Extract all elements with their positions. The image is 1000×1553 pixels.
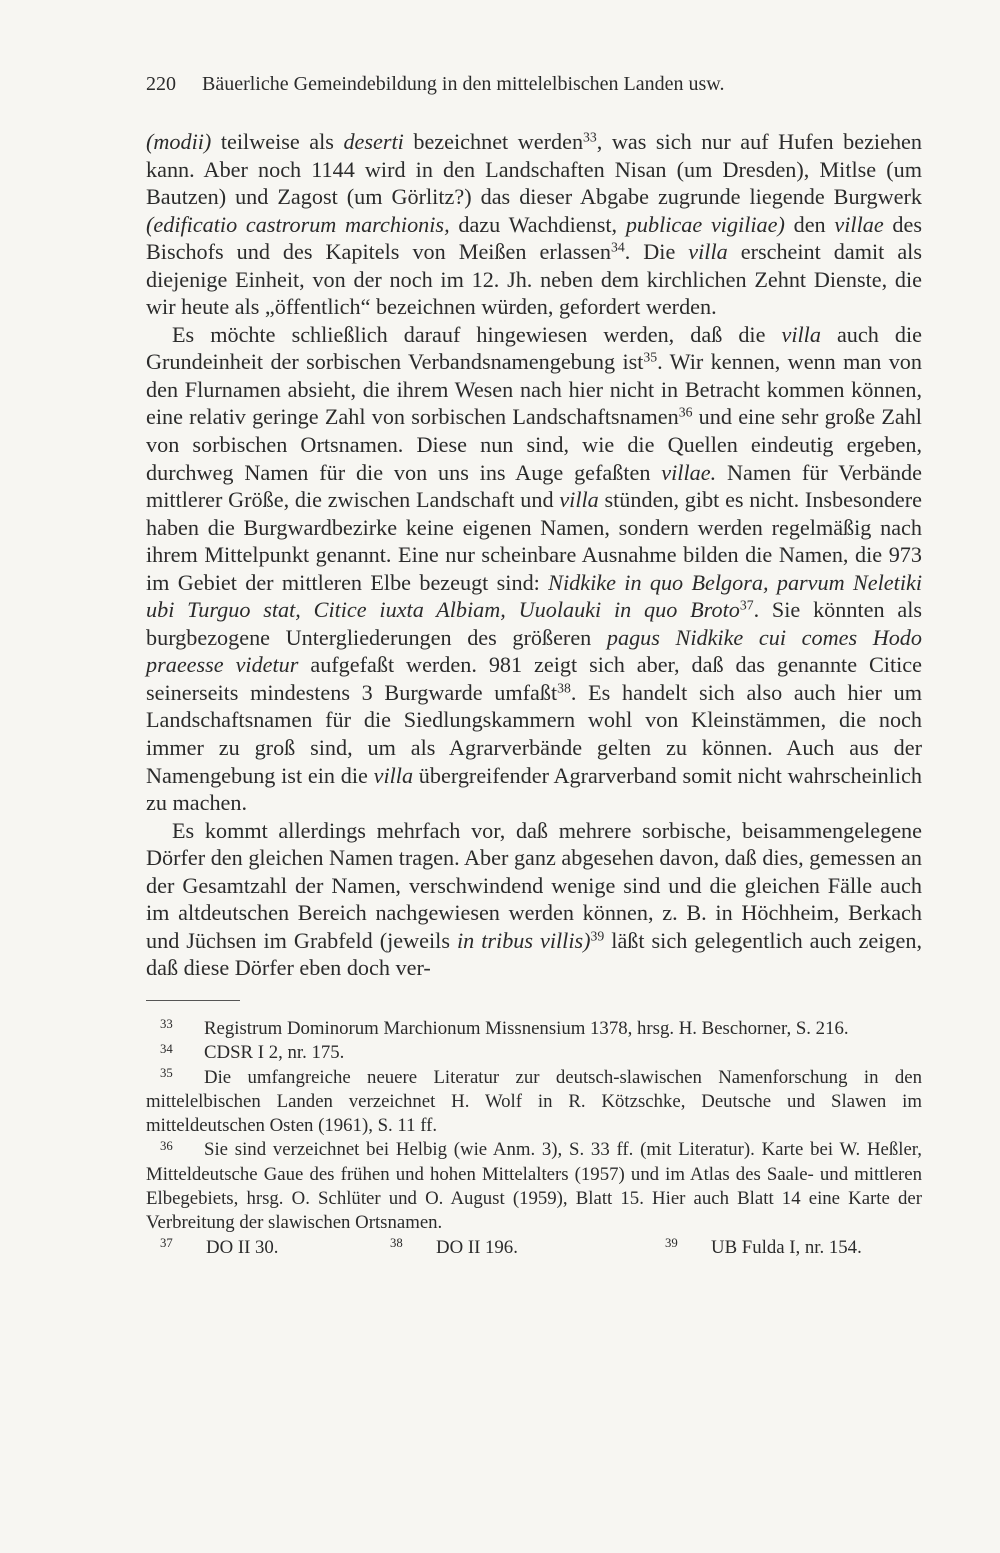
italic-text: (edificatio castrorum marchionis, [146,211,450,237]
footnote-rule [146,1000,240,1001]
text-run: Es kommt allerdings mehrfach vor, daß mehrere sorbische, beisammengelegene Dörfer den gleichen Namen tragen. Aber ganz abgesehen davon, daß dies, gemessen an der Gesamtzahl der Namen, verschwindend wenige sind und die gleichen Fälle auch im altdeutschen Bereich nachgewiesen werden können, z. B. in Höchheim, Berkach und Jüchsen im Grabfeld (jeweils [146,817,922,953]
italic-text: villa [559,487,599,513]
text-run: des Bischofs und des Kapitels von Meißen erlassen [146,211,922,265]
footnote-reference: 33 [583,129,597,145]
text-run: übergreifender Agrarverband somit nicht wahrscheinlich zu machen. [146,762,922,816]
text-run: bezeichnet werden [403,129,584,154]
footnote-39: 39 UB Fulda I, nr. 154. [665,1235,862,1258]
footnote-text: Registrum Dominorum Marchionum Missnensium 1378, hrsg. H. Beschorner, S. 216. [204,1017,849,1039]
footnote-text: DO II 196. [436,1236,518,1258]
footnote-reference: 35 [643,349,658,365]
text-run: den [784,211,835,237]
footnote-reference: 36 [678,404,693,420]
text-run: teilweise als [211,129,344,154]
paragraph [146,128,922,321]
text-run: Es möchte schließlich darauf hingewiesen werden, daß die [172,321,782,347]
footnote-text: UB Fulda I, nr. 154. [711,1236,862,1258]
text-run: . Es handelt sich also auch hier um Landschaftsnamen für die Siedlungskammern wohl von Kleinstämmen, die noch immer zu groß sind, um als Agrarverbände gelten zu können. Auch aus der Namengebung ist ein die [146,679,922,788]
text-run: . Die [624,239,689,265]
italic-text: publicae vigiliae) [625,211,785,237]
text-run: erscheint damit als diejenige Einheit, von der noch im 12. Jh. neben dem kirchlichen Zehnt Dienste, die wir heute als „öffentlich“ bezeichnen würden, gefordert werden. [146,239,922,320]
text-run: läßt sich gelegentlich auch zeigen, daß diese Dörfer eben doch ver- [146,927,922,981]
italic-text: villa [781,321,821,347]
footnote-reference: 39 [590,928,605,944]
italic-text: Nidkike in quo Belgora, parvum Neletiki ubi Turguo stat, Citice iuxta Albiam, Uuolauki in quo Broto [146,569,922,623]
footnote-38: 38 DO II 196. [390,1235,518,1258]
footnote-row [146,1236,922,1260]
italic-text: villa [373,762,414,788]
footnotes [146,1017,922,1260]
italic-text: in tribus villis) [456,927,591,953]
text-run: , was sich nur auf Hufen beziehen kann. Aber noch 1144 wird in den Landschaften Nisan (um Dresden), Mitlse (um Bautzen) und Zagost (um Görlitz?) das dieser Abgabe zugrunde liegende Burgwerk [146,129,922,210]
footnote-reference: 38 [557,680,571,696]
footnote-37: 37 DO II 30. [160,1235,279,1258]
text-run: und eine sehr große Zahl von sorbischen Ortsnamen. Diese nun sind, wie die Quellen eindeutig ergeben, durchweg Namen für die von uns ins Auge gefaßten [146,404,922,485]
paragraph [146,817,922,982]
text-run: Namen für Verbände mittlerer Größe, die zwischen Landschaft und [146,459,922,513]
book-page [146,70,922,1260]
running-header [146,70,922,102]
footnote-text: Sie sind verzeichnet bei Helbig (wie Anm. 3), S. 33 ff. (mit Literatur). Karte bei W. Heßler, Mitteldeutsche Gaue des frühen und hohen Mittelalters (1957) und im Atlas des Saale- und mittleren Elbegebiets, hrsg. O. Schlüter und O. August (1959), Blatt 15. Hier auch Blatt 14 eine Karte der Verbreitung der slawischen Ortsnamen. [146,1139,922,1234]
footnote-33: 33 Registrum Dominorum Marchionum Missnensium 1378, hrsg. H. Beschorner, S. 216. [160,1017,849,1039]
italic-text: villa [688,239,728,265]
italic-text: villae. [661,459,717,485]
footnote-36: 36 Sie sind verzeichnet bei Helbig (wie Anm. 3), S. 33 ff. (mit Literatur). Karte bei W. Heßler, Mitteldeutsche Gaue des frühen und hohen Mittelalters (1957) und im Atlas des Saale- und mittleren Elbegebiets, hrsg. O. Schlüter und O. August (1959), Blatt 15. Hier auch Blatt 14 eine Karte der Verbreitung der slawischen Ortsnamen. [146,1138,922,1234]
page-number: 220 [146,73,176,95]
text-run: . Wir kennen, wenn man von den Flurnamen absieht, die ihrem Wesen nach hier nicht in Betracht kommen können, eine relativ geringe Zahl von sorbischen Landschaftsnamen [146,349,922,430]
footnote-reference: 34 [610,239,625,255]
text-run: . Sie könnten als burgbezogene Untergliederungen des größeren [146,597,922,650]
footnote-35: 35 Die umfangreiche neuere Literatur zur deutsch-slawischen Namenforschung in den mittelelbischen Landen verzeichnet H. Wolf in R. Kötzschke, Deutsche und Slawen im mitteldeutschen Osten (1961), S. 11 ff. [146,1065,922,1137]
main-text [146,128,922,982]
footnote-text: DO II 30. [206,1236,279,1258]
footnote-text: CDSR I 2, nr. 175. [204,1042,345,1064]
footnote-34: 34 CDSR I 2, nr. 175. [160,1041,345,1064]
paragraph [146,321,922,817]
text-run: auch die Grundeinheit der sorbischen Verbandsnamengebung ist [146,321,922,375]
italic-text: villae [834,211,884,237]
footnote-text: Die umfangreiche neuere Literatur zur deutsch-slawischen Namenforschung in den mittelelbischen Landen verzeichnet H. Wolf in R. Kötzschke, Deutsche und Slawen im mitteldeutschen Osten (1961), S. 11 ff. [146,1066,922,1137]
text-run: dazu Wachdienst, [449,211,626,237]
text-run: stünden, gibt es nicht. Insbesondere haben die Burgwardbezirke keine eigenen Namen, sondern werden regelmäßig nach ihrem Mittelpunkt genannt. Eine nur scheinbare Ausnahme bilden die Namen, die 973 im Gebiet der mittleren Elbe bezeugt sind: [146,487,922,595]
footnote-reference: 37 [739,597,754,613]
running-title: Bäuerliche Gemeindebildung in den mittelelbischen Landen usw. [202,73,725,95]
italic-text: deserti [343,129,404,154]
italic-text: pagus Nidkike cui comes Hodo praeesse videtur [146,624,922,678]
italic-text: (modii) [146,129,212,154]
text-run: aufgefaßt werden. 981 zeigt sich aber, daß das genannte Citice seinerseits mindestens 3 Burgwarde umfaßt [146,652,922,705]
